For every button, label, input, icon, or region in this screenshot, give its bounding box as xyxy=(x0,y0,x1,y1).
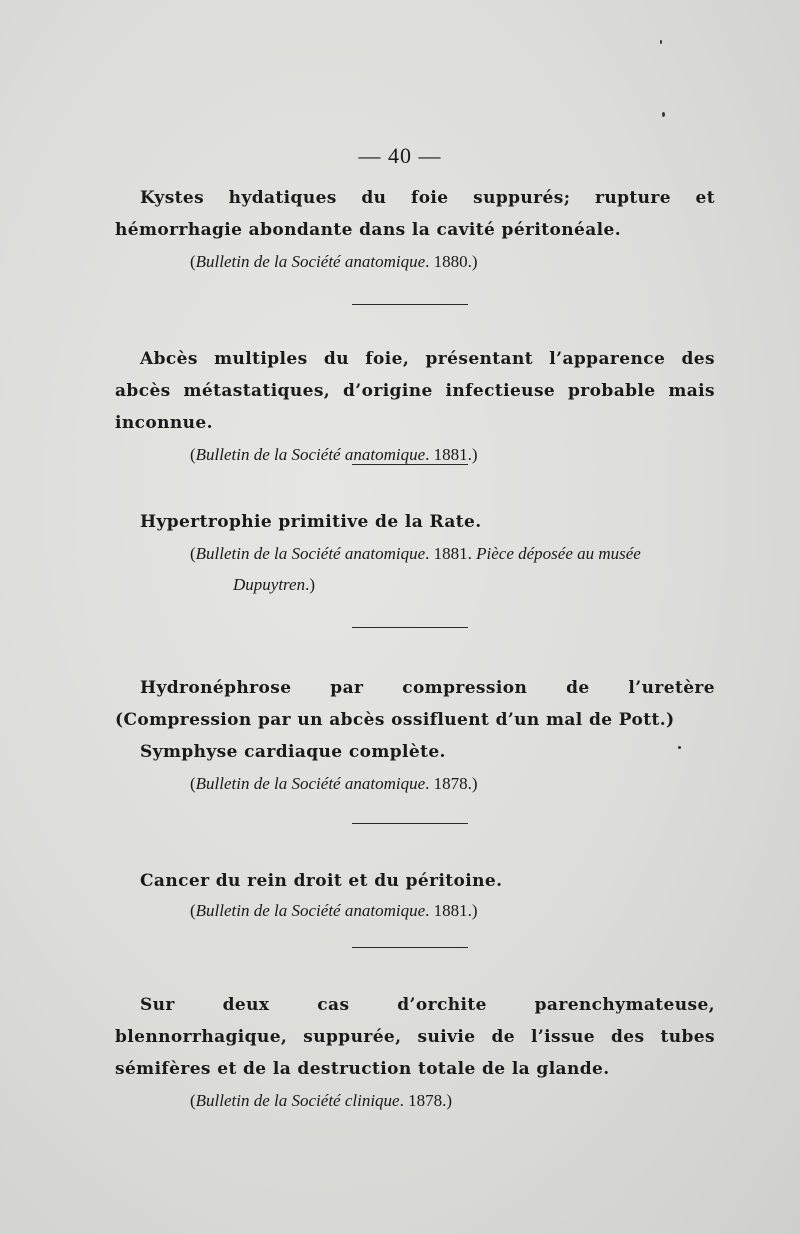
entry-reference: (Bulletin de la Société anatomique. 1881. Pièce déposée au musée xyxy=(190,544,641,563)
separator-rule xyxy=(352,304,468,305)
entry-title: Hydronéphrose par compression de l’uretère (Compression par un abcès ossifluent d’un mal de Pott.) xyxy=(115,678,715,730)
entry-2 xyxy=(115,343,715,471)
entry-title: Cancer du rein droit et du péritoine. xyxy=(140,871,503,891)
speck-mark xyxy=(660,40,662,44)
entry-title: Kystes hydatiques du foie suppurés; rupture et hémorrhagie abondante dans la cavité péritonéale. xyxy=(115,188,715,240)
entry-reference: (Bulletin de la Société anatomique. 1881.) xyxy=(190,445,478,464)
separator-rule xyxy=(352,627,468,628)
entry-reference: (Bulletin de la Société anatomique. 1880.) xyxy=(190,252,478,271)
entry-subtitle: Symphyse cardiaque complète. xyxy=(140,742,446,762)
entry-1 xyxy=(115,182,715,278)
entry-title: Hypertrophie primitive de la Rate. xyxy=(140,512,482,532)
entry-3 xyxy=(115,506,715,600)
separator-rule xyxy=(352,823,468,824)
entry-reference: (Bulletin de la Société anatomique. 1881.) xyxy=(190,901,478,920)
separator-rule xyxy=(352,464,468,465)
speck-mark xyxy=(662,112,665,117)
entry-4 xyxy=(115,672,715,800)
entry-reference-continued: Dupuytren.) xyxy=(233,575,315,594)
entry-reference: (Bulletin de la Société clinique. 1878.) xyxy=(190,1091,453,1110)
speck-mark xyxy=(678,746,681,749)
separator-rule xyxy=(352,947,468,948)
entry-5 xyxy=(115,865,715,925)
entry-title: Sur deux cas d’orchite parenchymateuse, blennorrhagique, suppurée, suivie de l’issue des tubes sémifères et de la destruction totale de la glande. xyxy=(115,995,715,1079)
entry-6 xyxy=(115,989,715,1117)
entry-reference: (Bulletin de la Société anatomique. 1878.) xyxy=(190,774,478,793)
page-number: — 40 — xyxy=(358,143,442,168)
entry-title: Abcès multiples du foie, présentant l’apparence des abcès métastatiques, d’origine infectieuse probable mais inconnue. xyxy=(115,349,715,433)
